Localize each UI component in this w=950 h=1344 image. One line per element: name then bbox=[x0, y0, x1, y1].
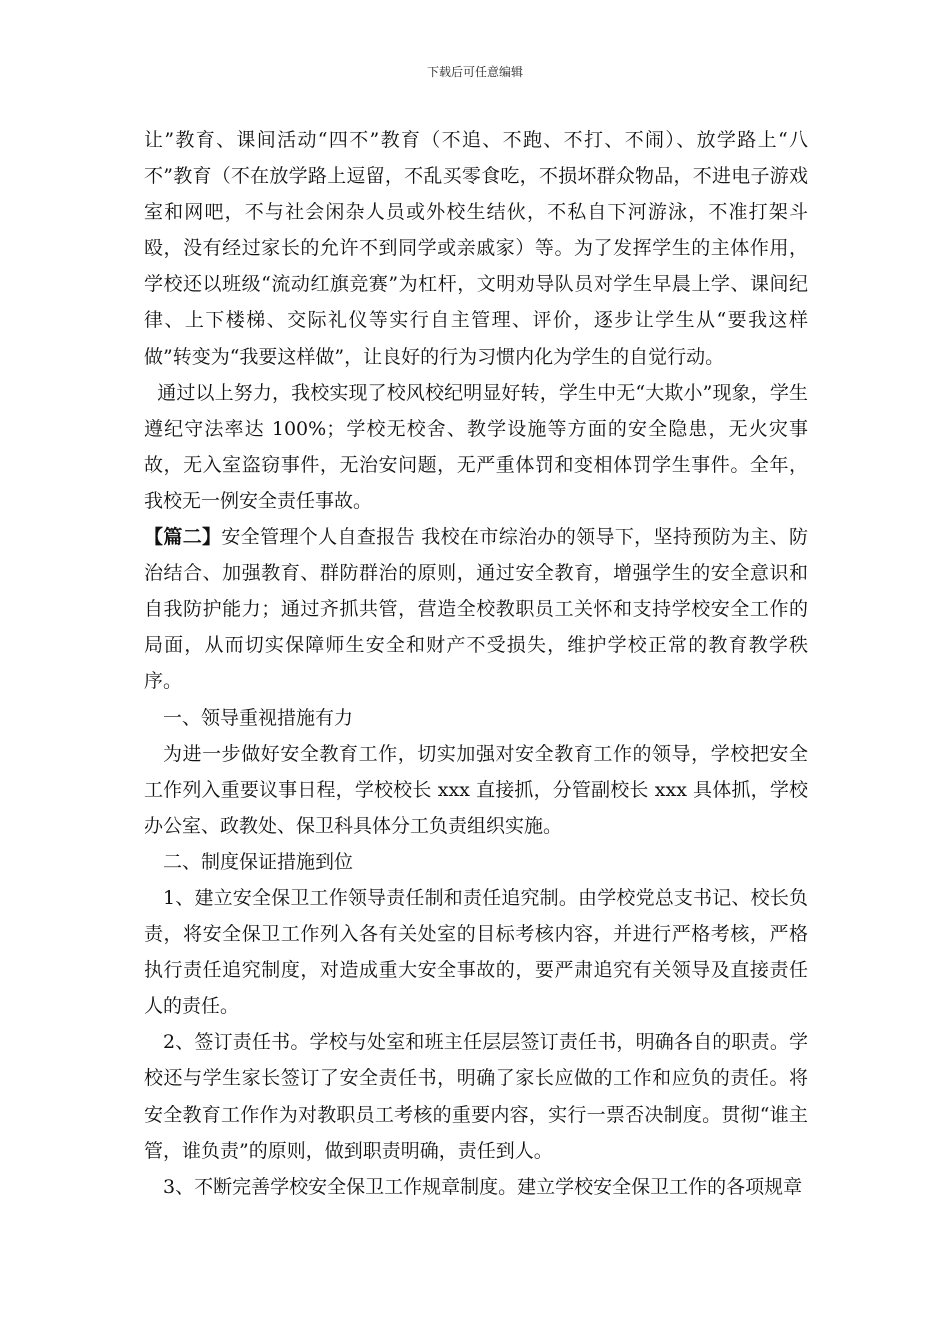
section-label: 【篇二】 bbox=[144, 526, 222, 549]
paragraph-item-2: 2、签订责任书。学校与处室和班主任层层签订责任书，明确各自的职责。学校还与学生家长签订了安全责任书，明确了家长应做的工作和应负的责任。将安全教育工作作为对教职员工考核的重要内容，实行一票否决制度。贯彻“谁主管，谁负责”的原则，做到职责明确，责任到人。 bbox=[144, 1031, 808, 1162]
paragraph-item-3: 3、不断完善学校安全保卫工作规章制度。建立学校安全保卫工作的各项规章 bbox=[163, 1175, 803, 1198]
heading-leadership: 一、领导重视措施有力 bbox=[163, 706, 354, 729]
section-text: 安全管理个人自查报告 我校在市综治办的领导下，坚持预防为主、防治结合、加强教育、群防群治的原则，通过安全教育，增强学生的安全意识和自我防护能力；通过齐抓共管，营造全校教职员工关怀和支持学校安全工作的局面，从而切实保障师生安全和财产不受损失，维护学校正常的教育教学秩序。 bbox=[144, 526, 808, 693]
paragraph-behavior-education: 让”教育、课间活动“四不”教育（不追、不跑、不打、不闹）、放学路上“八不”教育（不在放学路上逗留，不乱买零食吃，不损坏群众物品，不进电子游戏室和网吧，不与社会闲杂人员或外校生结伙，不私自下河游泳，不准打架斗殴，没有经过家长的允许不到同学或亲戚家）等。为了发挥学生的主体作用，学校还以班级“流动红旗竞赛”为杠杆，文明劝导队员对学生早晨上学、课间纪律、上下楼梯、交际礼仪等实行自主管理、评价，逐步让学生从“要我这样做”转变为“我要这样做”，让良好的行为习惯内化为学生的自觉行动。 bbox=[144, 129, 808, 368]
page-header: 下载后可任意编辑 bbox=[426, 65, 523, 79]
paragraph-results: 通过以上努力，我校实现了校风校纪明显好转，学生中无“大欺小”现象，学生遵纪守法率达 100%；学校无校舍、教学设施等方面的安全隐患，无火灾事故，无入室盗窃事件，无治安问题，无严重体罚和变相体罚学生事件。全年，我校无一例安全责任事故。 bbox=[144, 381, 808, 512]
document-body bbox=[144, 122, 808, 1205]
paragraph-leadership: 为进一步做好安全教育工作，切实加强对安全教育工作的领导，学校把安全工作列入重要议事日程，学校校长 xxx 直接抓，分管副校长 xxx 具体抓，学校办公室、政教处、保卫科具体分工负责组织实施。 bbox=[144, 742, 808, 837]
heading-system: 二、制度保证措施到位 bbox=[163, 850, 354, 873]
paragraph-item-1: 1、建立安全保卫工作领导责任制和责任追究制。由学校党总支书记、校长负责，将安全保卫工作列入各有关处室的目标考核内容，并进行严格考核，严格执行责任追究制度，对造成重大安全事故的，要严肃追究有关领导及直接责任人的责任。 bbox=[144, 886, 808, 1018]
paragraph-part-two bbox=[144, 519, 808, 699]
